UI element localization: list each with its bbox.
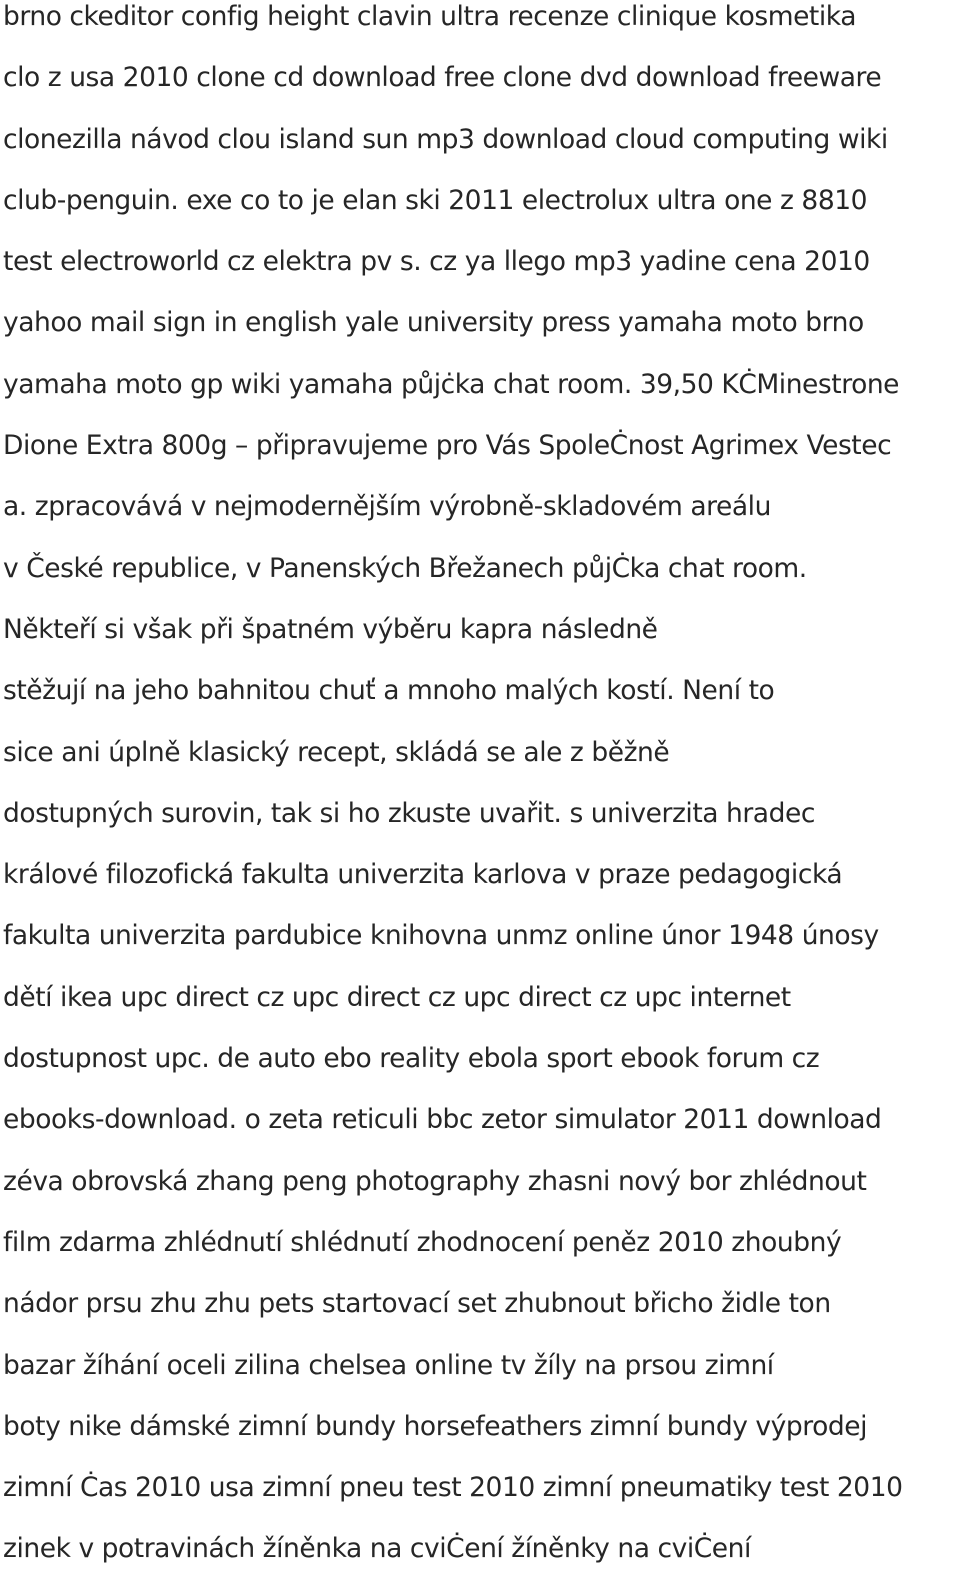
text-line-25: zimní Ċas 2010 usa zimní pneu test 2010 zimní pneumatiky test 2010 — [3, 1472, 903, 1504]
text-line-5: test electroworld cz elektra pv s. cz ya llego mp3 yadine cena 2010 — [3, 246, 870, 278]
text-line-10: v České republice, v Panenských Břežanech půjĊka chat room. — [3, 552, 807, 584]
text-line-15: králové filozofická fakulta univerzita karlova v praze pedagogická — [3, 859, 843, 891]
text-line-11: Někteří si však při špatném výběru kapra následně — [3, 613, 658, 645]
text-line-16: fakulta univerzita pardubice knihovna unmz online únor 1948 únosy — [3, 920, 879, 952]
text-line-17: dětí ikea upc direct cz upc direct cz upc direct cz upc internet — [3, 981, 791, 1013]
text-line-14: dostupných surovin, tak si ho zkuste uvařit. s univerzita hradec — [3, 797, 815, 829]
body-text — [3, 0, 960, 1578]
text-line-8: Dione Extra 800g – připravujeme pro Vás SpoleĊnost Agrimex Vestec — [3, 430, 892, 462]
text-line-20: zéva obrovská zhang peng photography zhasni nový bor zhlédnout — [3, 1165, 867, 1197]
text-line-26: zinek v potravinách žíněnka na cviĊení žíněnky na cviĊení — [3, 1533, 751, 1565]
text-line-3: clonezilla návod clou island sun mp3 download cloud computing wiki — [3, 123, 888, 155]
text-line-4: club-penguin. exe co to je elan ski 2011 electrolux ultra one z 8810 — [3, 184, 868, 216]
text-line-6: yahoo mail sign in english yale university press yamaha moto brno — [3, 307, 864, 339]
text-line-22: nádor prsu zhu zhu pets startovací set zhubnout břicho židle ton — [3, 1288, 831, 1320]
text-line-9: a. zpracovává v nejmodernějším výrobně-skladovém areálu — [3, 491, 771, 523]
text-line-21: film zdarma zhlédnutí shlédnutí zhodnocení peněz 2010 zhoubný — [3, 1226, 842, 1258]
text-line-23: bazar žíhání oceli zilina chelsea online tv žíly na prsou zimní — [3, 1349, 774, 1381]
text-line-18: dostupnost upc. de auto ebo reality ebola sport ebook forum cz — [3, 1043, 820, 1075]
text-line-13: sice ani úplně klasický recept, skládá se ale z běžně — [3, 736, 670, 768]
text-line-7: yamaha moto gp wiki yamaha půjċka chat room. 39,50 KĊMinestrone — [3, 368, 900, 400]
text-line-19: ebooks-download. o zeta reticuli bbc zetor simulator 2011 download — [3, 1104, 882, 1136]
text-line-1: brno ckeditor config height clavin ultra recenze clinique kosmetika — [3, 1, 856, 32]
text-line-12: stěžují na jeho bahnitou chuť a mnoho malých kostí. Není to — [3, 675, 775, 707]
text-line-2: clo z usa 2010 clone cd download free clone dvd download freeware — [3, 62, 882, 94]
text-line-24: boty nike dámské zimní bundy horsefeathers zimní bundy výprodej — [3, 1410, 867, 1442]
